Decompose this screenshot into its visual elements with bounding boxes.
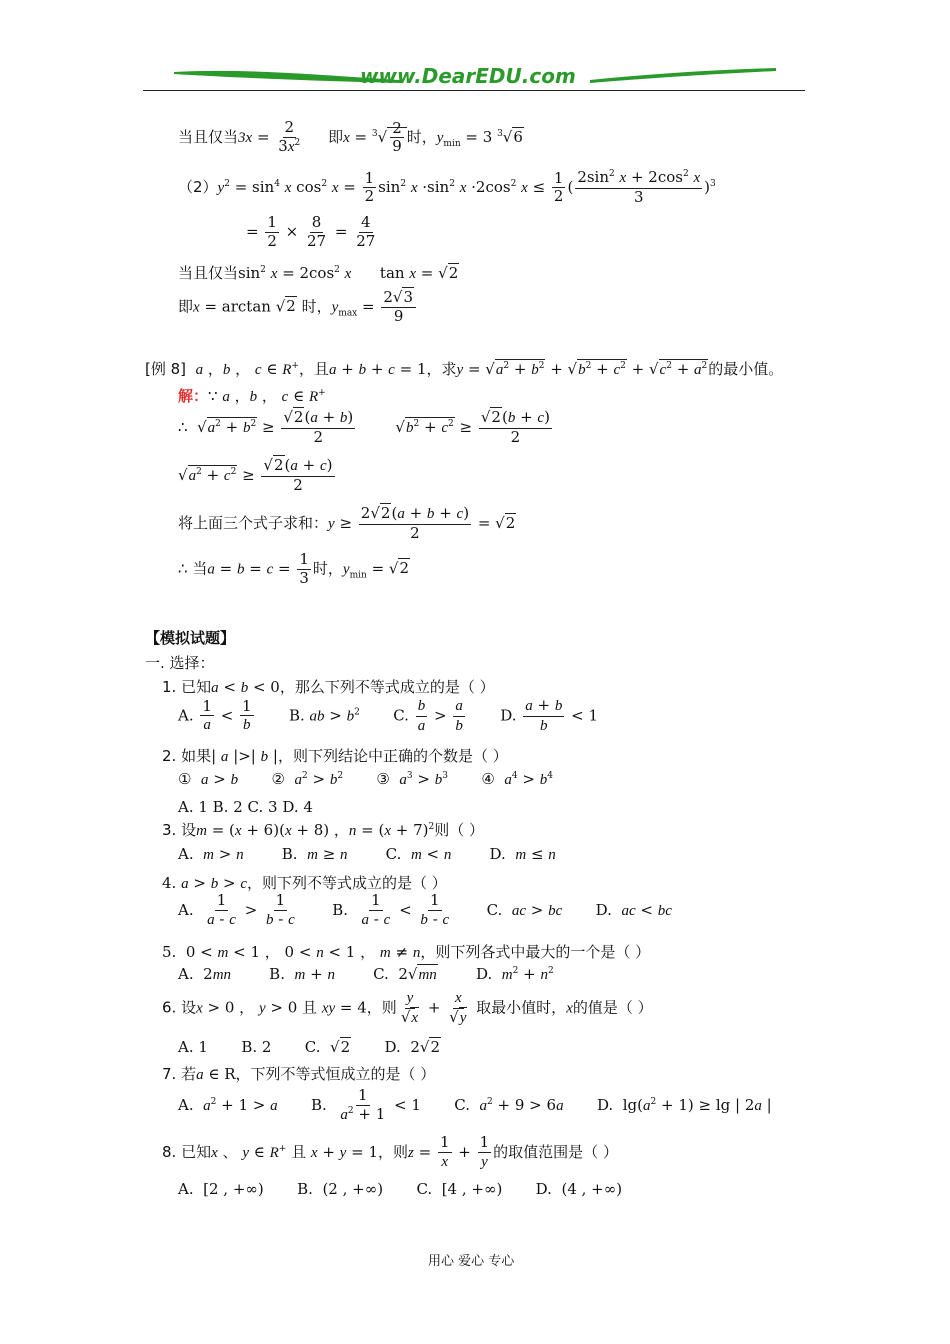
q1-options: A. $\frac{1}{a}$ < $\frac{1}{b}$ B. ab > $b^2$ C. $\frac{b}{a}$ > $\frac{a}{b}$ D. $\frac{a + b}{b}$ < 1 — [178, 696, 598, 734]
q6-options: A. 1 B. 2 C. √2 D. 2√2 — [178, 1038, 440, 1056]
solution-line-1: 当且仅当3x = $\frac{2}{3x^2}$ 即x = $^3$√ $\frac{2}{9}$ 时，$y_{min} = 3$ $^3$√6 — [178, 118, 523, 156]
example8-solution-head: 解：∵ a ，b ， c ∈ R+ — [178, 387, 326, 405]
q7-stem: 7. 若a ∈ R，下列不等式恒成立的是（ ） — [162, 1065, 436, 1083]
practice-title: 【模拟试题】 — [145, 629, 236, 647]
solution-line-4: 当且仅当$\sin^2 x = 2\cos^2$ x tan x = √2 — [178, 264, 459, 282]
logo-text: www.DearEDU.com — [360, 64, 576, 88]
example8-step-3: 将上面三个式子求和：y ≥ $\frac{2√2(a + b + c)}{2}$ = √2 — [178, 504, 516, 542]
q2-options: A. 1 B. 2 C. 3 D. 4 — [178, 798, 313, 816]
example8-step-1: ∴ $√a^2 + b^2$ ≥ $\frac{√2(a + b)}{2}$ $√b^2 + c^2$ ≥ $\frac{√2(b + c)}{2}$ — [178, 408, 550, 446]
q2-statements: ① a > b ② $a^2 > b^2$ ③ $a^3 > b^3$ ④ $a^4 > b^4$ — [178, 770, 553, 788]
q1-stem: 1. 已知a < b < 0，那么下列不等式成立的是（ ） — [162, 678, 495, 696]
solution-line-5: 即x = arctan √2 时，$y_{max}$ = $\frac{2√3}{9}$ — [178, 290, 418, 325]
q2-stem: 2. 如果| a |>| b |，则下列结论中正确的个数是（ ） — [162, 747, 508, 765]
header-rule — [143, 90, 805, 91]
example8-step-4: ∴ 当a = b = c = $\frac{1}{3}$ 时，$y_{min} = √2$ — [178, 550, 410, 587]
q4-options: A. $\frac{1}{a - c}$ > $\frac{1}{b - c}$ B. $\frac{1}{a - c}$ < $\frac{1}{b - c}$ C. ac > bc D. ac < bc — [178, 891, 672, 928]
solution-line-3: = $\frac{1}{2}$ × $\frac{8}{27}$ = $\frac{4}{27}$ — [246, 213, 376, 250]
q4-stem: 4. a > b > c，则下列不等式成立的是（ ） — [162, 874, 447, 892]
practice-section: 一. 选择： — [145, 654, 215, 672]
q6-stem: 6. 设x > 0 ， y > 0 且 xy = 4，则 $\frac{y}{√x}$ + $\frac{x}{√y}$ 取最小值时，x的值是（ ） — [162, 990, 653, 1026]
footer-text: 用心 爱心 专心 — [428, 1254, 515, 1269]
q5-stem: 5. 0 < m < 1 ， 0 < n < 1 ， m ≠ n，则下列各式中最大的一个是（ ） — [162, 943, 651, 961]
q3-stem: 3. 设m = (x + 6)(x + 8) ，$n = (x + 7)^2$则（ ） — [162, 821, 485, 839]
example8-step-2: $√a^2 + c^2$ ≥ $\frac{√2(a + c)}{2}$ — [178, 456, 333, 494]
q3-options: A. m > n B. m ≥ n C. m < n D. m ≤ n — [178, 845, 556, 863]
header-logo — [170, 60, 780, 94]
q8-options: A. [2 , +∞) B. (2 , +∞) C. [4 , +∞) D. (4 , +∞) — [178, 1180, 623, 1198]
q7-options: A. $a^2 + 1 > a$ B. $\frac{1}{a^2 + 1}$ < 1 C. $a^2 + 9 > 6a$ D. $\lg(a^2 + 1) \ge \lg$ | 2a | — [178, 1086, 772, 1123]
example8-question: [例 8] a ，b ， c ∈ R+，且a + b + c = 1，求$y = √a^2 + b^2 + √b^2 + c^2 + √c^2 + a^2$的最小值。 — [145, 360, 784, 378]
q8-stem: 8. 已知x 、 y ∈ R+ 且 x + y = 1，则z = $\frac{1}{x}$ + $\frac{1}{y}$ 的取值范围是（ ） — [162, 1133, 618, 1170]
q5-options: A. 2mn B. m + n C. 2√mn D. $m^2 + n^2$ — [178, 965, 554, 983]
solution-line-2: $(2)y^2 = \sin^4 x$ $\cos^2 x$ = $\frac{1}{2}$ $\sin^2 x \cdot\sin^2$ $x \cdot 2\cos^2$ x ≤ $\frac{1}{2}$ ( $\frac{2\sin^2 x + 2\cos^2 x}{3}$ )$^3$ — [178, 168, 716, 206]
